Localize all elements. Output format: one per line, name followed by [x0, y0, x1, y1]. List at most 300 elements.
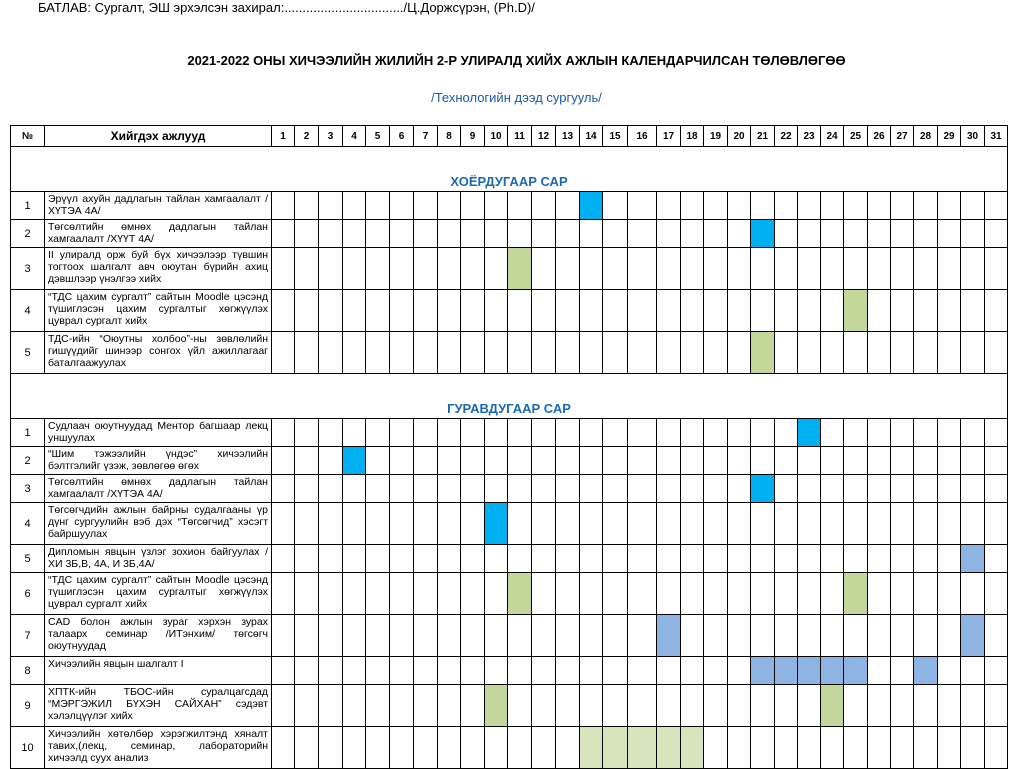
day-cell [438, 192, 461, 220]
day-cell [556, 290, 580, 332]
day-cell [914, 290, 938, 332]
day-cell [798, 573, 821, 615]
day-cell [485, 545, 508, 573]
day-header: 14 [580, 126, 603, 147]
day-cell [751, 290, 775, 332]
day-cell [390, 503, 414, 545]
day-cell [628, 332, 657, 374]
day-cell [775, 192, 798, 220]
day-cell [414, 475, 438, 503]
task-description: Хичээлийн хөтөлбөр хэрэгжилтэнд хяналт тавих,(лекц, семинар, лабораторийн хичээлд суух анализ [45, 727, 272, 769]
task-row [11, 419, 1008, 447]
day-cell [438, 475, 461, 503]
day-cell [775, 475, 798, 503]
task-description: “Шим тэжээлийн үндэс” хичээлийн бэлтгэлийг үзэж, зөвлөгөө өгөх [45, 447, 272, 475]
day-cell [603, 248, 628, 290]
day-cell [681, 573, 704, 615]
day-cell [556, 192, 580, 220]
task-row [11, 545, 1008, 573]
day-cell [961, 332, 985, 374]
day-cell [681, 332, 704, 374]
day-cell [366, 248, 390, 290]
day-cell [798, 545, 821, 573]
day-cell [414, 419, 438, 447]
day-cell [390, 332, 414, 374]
day-cell [272, 475, 295, 503]
task-description: Төгсөгчдийн ажлын байрны судалгааны үр дүнг сургуулийн вэб дэх “Төгсөгчид” хэсэгт байршуулах [45, 503, 272, 545]
day-cell [728, 573, 751, 615]
scheduled-day-cell [603, 727, 628, 769]
day-header: 18 [681, 126, 704, 147]
day-cell [603, 447, 628, 475]
day-cell [985, 685, 1008, 727]
day-cell [628, 573, 657, 615]
day-cell [414, 545, 438, 573]
day-cell [961, 248, 985, 290]
day-cell [775, 573, 798, 615]
day-cell [580, 615, 603, 657]
day-cell [343, 573, 366, 615]
day-cell [580, 332, 603, 374]
task-number: 3 [11, 475, 45, 503]
task-description: Төгсөлтийн өмнөх дадлагын тайлан хамгаалалт /ХҮТЭА 4А/ [45, 475, 272, 503]
task-row [11, 220, 1008, 248]
day-cell [628, 685, 657, 727]
day-cell [704, 192, 728, 220]
task-description: CAD болон ажлын зураг хэрхэн зурах талаарх семинар /ИТэнхим/ төгсөгч оюутнуудад [45, 615, 272, 657]
day-header: 28 [914, 126, 938, 147]
day-cell [628, 615, 657, 657]
day-cell [438, 248, 461, 290]
month-row [11, 394, 1008, 419]
day-cell [508, 503, 532, 545]
task-number: 2 [11, 447, 45, 475]
day-cell [798, 220, 821, 248]
task-number: 9 [11, 685, 45, 727]
day-cell [532, 192, 556, 220]
day-cell [961, 220, 985, 248]
day-cell [438, 685, 461, 727]
day-cell [508, 657, 532, 685]
day-cell [728, 220, 751, 248]
task-row [11, 332, 1008, 374]
day-cell [603, 657, 628, 685]
day-cell [704, 447, 728, 475]
day-cell [914, 503, 938, 545]
day-cell [657, 503, 681, 545]
day-cell [272, 727, 295, 769]
day-cell [319, 290, 343, 332]
day-cell [580, 220, 603, 248]
day-cell [775, 685, 798, 727]
day-cell [728, 727, 751, 769]
task-row [11, 248, 1008, 290]
day-cell [821, 475, 844, 503]
task-row [11, 503, 1008, 545]
day-cell [681, 475, 704, 503]
day-cell [580, 685, 603, 727]
day-cell [681, 657, 704, 685]
day-cell [914, 419, 938, 447]
day-cell [798, 332, 821, 374]
day-cell [414, 573, 438, 615]
section-spacer [11, 147, 1008, 168]
day-header: 26 [868, 126, 891, 147]
day-cell [938, 475, 961, 503]
task-row [11, 573, 1008, 615]
day-cell [821, 447, 844, 475]
day-cell [985, 545, 1008, 573]
day-cell [681, 503, 704, 545]
day-cell [657, 332, 681, 374]
day-cell [704, 657, 728, 685]
day-cell [603, 290, 628, 332]
day-cell [390, 727, 414, 769]
day-cell [868, 545, 891, 573]
day-cell [390, 419, 414, 447]
task-number: 1 [11, 419, 45, 447]
day-cell [628, 220, 657, 248]
day-cell [868, 220, 891, 248]
scheduled-day-cell [775, 657, 798, 685]
day-header: 10 [485, 126, 508, 147]
day-cell [775, 545, 798, 573]
day-cell [485, 248, 508, 290]
month-label: ГУРАВДУГААР САР [11, 394, 1008, 419]
day-cell [556, 503, 580, 545]
day-cell [728, 615, 751, 657]
day-cell [414, 685, 438, 727]
day-cell [580, 290, 603, 332]
day-cell [985, 657, 1008, 685]
day-cell [938, 503, 961, 545]
day-cell [628, 545, 657, 573]
day-cell [532, 290, 556, 332]
day-cell [891, 573, 914, 615]
day-cell [775, 447, 798, 475]
day-cell [868, 685, 891, 727]
day-cell [914, 545, 938, 573]
day-cell [728, 657, 751, 685]
day-cell [532, 220, 556, 248]
task-description: ТДС-ийн “Оюутны холбоо”-ны зөвлөлийн гишүүдийг шинээр сонгох үйл ажиллагааг баталгаажуулах [45, 332, 272, 374]
day-cell [319, 657, 343, 685]
day-cell [751, 545, 775, 573]
scheduled-day-cell [844, 573, 868, 615]
day-cell [461, 475, 485, 503]
day-cell [821, 220, 844, 248]
day-cell [343, 503, 366, 545]
day-cell [603, 220, 628, 248]
scheduled-day-cell [961, 545, 985, 573]
day-cell [366, 545, 390, 573]
day-cell [985, 503, 1008, 545]
day-cell [272, 192, 295, 220]
month-row [11, 167, 1008, 192]
day-cell [366, 685, 390, 727]
day-header: 22 [775, 126, 798, 147]
day-cell [657, 419, 681, 447]
day-cell [938, 615, 961, 657]
day-cell [961, 447, 985, 475]
day-cell [775, 419, 798, 447]
day-cell [366, 727, 390, 769]
day-cell [295, 657, 319, 685]
day-cell [556, 220, 580, 248]
day-cell [985, 419, 1008, 447]
day-cell [461, 192, 485, 220]
day-cell [390, 290, 414, 332]
day-cell [508, 475, 532, 503]
day-cell [798, 290, 821, 332]
section-spacer [11, 374, 1008, 395]
day-cell [272, 503, 295, 545]
day-cell [914, 248, 938, 290]
day-cell [580, 447, 603, 475]
day-cell [295, 290, 319, 332]
day-cell [961, 419, 985, 447]
day-cell [657, 545, 681, 573]
day-cell [485, 573, 508, 615]
day-header: 17 [657, 126, 681, 147]
day-header: 9 [461, 126, 485, 147]
day-cell [868, 503, 891, 545]
day-cell [938, 332, 961, 374]
day-cell [775, 248, 798, 290]
task-row [11, 685, 1008, 727]
day-cell [319, 220, 343, 248]
task-description: Хичээлийн явцын шалгалт I [45, 657, 272, 685]
day-cell [961, 727, 985, 769]
day-cell [461, 685, 485, 727]
day-cell [728, 685, 751, 727]
day-cell [657, 220, 681, 248]
day-cell [628, 475, 657, 503]
day-cell [728, 447, 751, 475]
day-cell [938, 573, 961, 615]
day-cell [868, 573, 891, 615]
day-cell [821, 192, 844, 220]
day-cell [914, 447, 938, 475]
day-cell [821, 615, 844, 657]
day-cell [295, 332, 319, 374]
task-number: 7 [11, 615, 45, 657]
day-cell [844, 475, 868, 503]
day-cell [319, 615, 343, 657]
day-cell [390, 615, 414, 657]
day-cell [319, 727, 343, 769]
day-cell [681, 447, 704, 475]
day-cell [580, 419, 603, 447]
day-cell [508, 685, 532, 727]
day-cell [728, 503, 751, 545]
day-cell [461, 615, 485, 657]
day-cell [704, 727, 728, 769]
day-cell [532, 545, 556, 573]
day-cell [343, 545, 366, 573]
task-row [11, 727, 1008, 769]
day-cell [891, 192, 914, 220]
col-task-header: Хийгдэх ажлууд [45, 126, 272, 147]
day-cell [961, 192, 985, 220]
day-cell [914, 220, 938, 248]
day-header: 31 [985, 126, 1008, 147]
day-cell [891, 475, 914, 503]
day-cell [938, 192, 961, 220]
day-cell [295, 545, 319, 573]
day-cell [603, 503, 628, 545]
day-cell [556, 727, 580, 769]
month-label: ХОЁРДУГААР САР [11, 167, 1008, 192]
day-cell [751, 615, 775, 657]
day-cell [438, 503, 461, 545]
day-cell [319, 545, 343, 573]
scheduled-day-cell [580, 192, 603, 220]
day-cell [603, 573, 628, 615]
day-cell [821, 573, 844, 615]
day-header: 11 [508, 126, 532, 147]
day-header: 4 [343, 126, 366, 147]
day-cell [985, 220, 1008, 248]
day-cell [891, 220, 914, 248]
task-row [11, 447, 1008, 475]
day-cell [704, 220, 728, 248]
day-cell [580, 573, 603, 615]
day-cell [798, 727, 821, 769]
day-cell [914, 727, 938, 769]
day-cell [295, 573, 319, 615]
day-cell [798, 192, 821, 220]
day-cell [272, 573, 295, 615]
day-cell [461, 290, 485, 332]
day-cell [821, 545, 844, 573]
day-cell [556, 447, 580, 475]
day-cell [681, 220, 704, 248]
day-cell [704, 545, 728, 573]
day-cell [272, 290, 295, 332]
day-cell [508, 447, 532, 475]
day-cell [657, 192, 681, 220]
day-header: 30 [961, 126, 985, 147]
day-cell [868, 727, 891, 769]
day-cell [961, 657, 985, 685]
day-cell [821, 419, 844, 447]
day-cell [868, 419, 891, 447]
day-cell [366, 475, 390, 503]
day-cell [461, 727, 485, 769]
day-cell [319, 447, 343, 475]
day-cell [438, 290, 461, 332]
day-cell [390, 685, 414, 727]
day-cell [751, 248, 775, 290]
day-cell [556, 685, 580, 727]
scheduled-day-cell [914, 657, 938, 685]
day-cell [891, 685, 914, 727]
task-row [11, 475, 1008, 503]
day-cell [319, 685, 343, 727]
task-number: 4 [11, 290, 45, 332]
day-cell [657, 685, 681, 727]
day-cell [985, 447, 1008, 475]
day-cell [798, 475, 821, 503]
day-cell [343, 332, 366, 374]
day-cell [319, 475, 343, 503]
day-cell [532, 615, 556, 657]
day-cell [704, 419, 728, 447]
day-cell [798, 615, 821, 657]
day-cell [985, 727, 1008, 769]
day-cell [532, 573, 556, 615]
day-cell [438, 419, 461, 447]
day-cell [628, 447, 657, 475]
day-cell [844, 727, 868, 769]
day-cell [461, 332, 485, 374]
scheduled-day-cell [628, 727, 657, 769]
day-cell [868, 192, 891, 220]
day-cell [728, 192, 751, 220]
day-cell [938, 290, 961, 332]
day-cell [295, 447, 319, 475]
day-cell [844, 503, 868, 545]
day-cell [868, 615, 891, 657]
day-cell [556, 248, 580, 290]
task-description: ХПТК-ийн ТБОС-ийн суралцагсдад “МЭРГЭЖИЛ БҮХЭН САЙХАН” сэдэвт хэлэлцүүлэг хийх [45, 685, 272, 727]
day-cell [343, 290, 366, 332]
day-cell [272, 332, 295, 374]
day-cell [844, 220, 868, 248]
day-cell [366, 220, 390, 248]
day-cell [366, 419, 390, 447]
day-header: 5 [366, 126, 390, 147]
day-header: 27 [891, 126, 914, 147]
day-cell [844, 685, 868, 727]
day-cell [414, 447, 438, 475]
day-cell [628, 290, 657, 332]
day-cell [343, 685, 366, 727]
scheduled-day-cell [821, 685, 844, 727]
day-cell [844, 248, 868, 290]
day-cell [961, 290, 985, 332]
day-cell [580, 475, 603, 503]
task-number: 5 [11, 545, 45, 573]
day-cell [272, 657, 295, 685]
day-cell [751, 503, 775, 545]
scheduled-day-cell [821, 657, 844, 685]
day-cell [532, 447, 556, 475]
day-cell [728, 419, 751, 447]
day-cell [844, 419, 868, 447]
day-cell [556, 573, 580, 615]
day-cell [657, 248, 681, 290]
day-cell [628, 192, 657, 220]
day-cell [366, 503, 390, 545]
day-cell [532, 657, 556, 685]
day-cell [438, 615, 461, 657]
day-cell [508, 615, 532, 657]
task-description: Эрүүл ахуйн дадлагын тайлан хамгаалалт /ХҮТЭА 4А/ [45, 192, 272, 220]
day-cell [461, 220, 485, 248]
day-cell [390, 192, 414, 220]
table-header-row [11, 126, 1008, 147]
day-cell [319, 332, 343, 374]
day-cell [390, 657, 414, 685]
day-cell [891, 419, 914, 447]
task-number: 4 [11, 503, 45, 545]
day-cell [985, 290, 1008, 332]
day-header: 2 [295, 126, 319, 147]
day-header: 29 [938, 126, 961, 147]
day-cell [681, 685, 704, 727]
